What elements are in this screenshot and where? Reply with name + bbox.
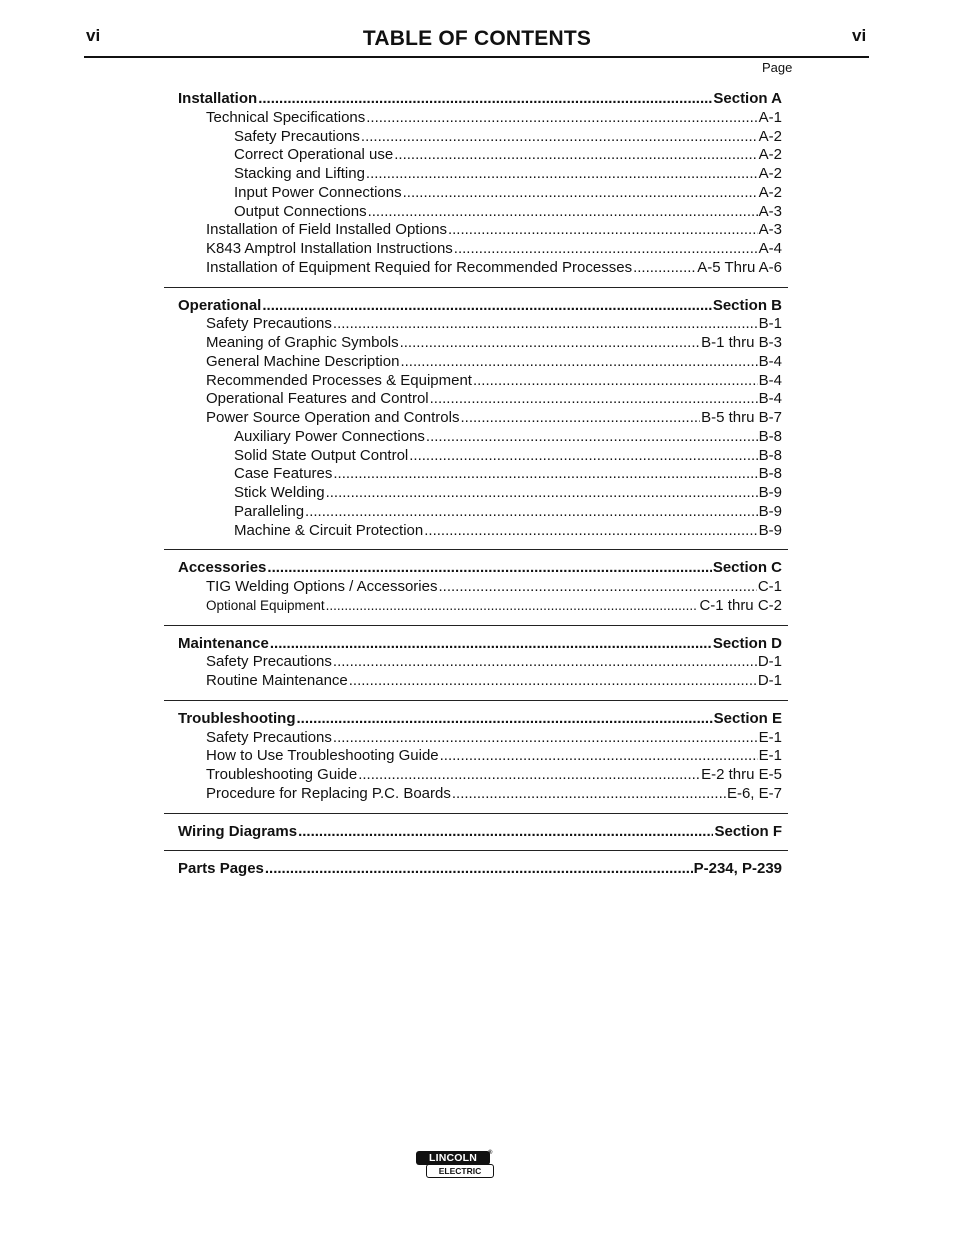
toc-entry[interactable] (178, 409, 782, 428)
toc-entry-label: Troubleshooting Guide (206, 766, 358, 783)
dot-leader (394, 146, 757, 165)
dot-leader (333, 653, 757, 672)
toc-section-page: P-234, P-239 (693, 860, 782, 878)
toc-entry[interactable] (178, 353, 782, 372)
toc-entry[interactable] (178, 484, 782, 503)
toc-entry-page: B-4 (758, 352, 782, 370)
toc-entry-page: B-8 (758, 427, 782, 445)
toc-entry[interactable] (178, 165, 782, 184)
toc-entry-label: Stick Welding (234, 484, 325, 501)
dot-leader (440, 747, 758, 766)
section-divider (164, 287, 788, 288)
toc-entry-page: B-9 (758, 484, 782, 501)
toc-entry-page: A-2 (758, 127, 782, 145)
toc-entry-page: E-6, E-7 (726, 784, 782, 802)
dot-leader (366, 109, 757, 128)
toc-section-label: Troubleshooting (178, 709, 296, 727)
toc-entry[interactable] (178, 578, 782, 597)
toc-entry[interactable] (178, 334, 782, 353)
logo-bottom-text: ELECTRIC (426, 1164, 494, 1178)
toc-entry-label: Recommended Processes & Equipment (206, 371, 472, 389)
toc-entry-page: C-1 thru C-2 (699, 596, 782, 614)
toc-entry-label: Safety Precautions (206, 315, 332, 333)
toc-section-page: Section A (713, 90, 782, 107)
toc-entry-page: B-9 (758, 521, 782, 539)
toc-section-label: Maintenance (178, 634, 269, 652)
toc-entry-page: C-1 (757, 578, 782, 595)
dot-leader (403, 184, 758, 203)
toc-entry[interactable] (178, 146, 782, 165)
toc-section-label: Parts Pages (178, 860, 264, 878)
toc-entry-label: Machine & Circuit Protection (234, 521, 424, 539)
toc-entry-page: D-1 (757, 653, 782, 671)
toc-entry-label: General Machine Description (206, 352, 400, 370)
toc-entry[interactable] (178, 203, 782, 222)
toc-entry[interactable] (178, 747, 782, 766)
dot-leader (366, 165, 758, 184)
toc-entry-label: Output Connections (234, 202, 367, 220)
dot-leader (326, 484, 758, 503)
toc-entry-label: Procedure for Replacing P.C. Boards (206, 784, 451, 802)
header-rule (84, 56, 869, 58)
toc-entry-label: Installation of Equipment Requied for Recommended Processes (206, 258, 633, 276)
toc-entry-page: B-8 (758, 446, 782, 464)
toc-entry-label: How to Use Troubleshooting Guide (206, 747, 439, 765)
toc-entry-label: Operational Features and Control (206, 390, 429, 408)
dot-leader (400, 353, 757, 372)
toc-section-parts-pages[interactable] (178, 860, 782, 879)
toc-entry-page: A-2 (758, 165, 782, 182)
toc-entry-page: B-4 (758, 371, 782, 389)
dot-leader (452, 785, 726, 804)
dot-leader (430, 390, 758, 409)
toc-section-label: Wiring Diagrams (178, 822, 298, 840)
toc-entry[interactable] (178, 221, 782, 240)
toc-entry-label: Input Power Connections (234, 183, 402, 201)
toc-section-page: Section B (712, 296, 782, 314)
dot-leader (333, 465, 757, 484)
toc-entry[interactable] (178, 259, 782, 278)
dot-leader (297, 710, 713, 729)
dot-leader (473, 372, 758, 391)
dot-leader (448, 221, 758, 240)
toc-entry[interactable] (178, 503, 782, 522)
toc-entry-label: Solid State Output Control (234, 446, 409, 464)
dot-leader (460, 409, 700, 428)
dot-leader (267, 559, 711, 578)
dot-leader (454, 240, 758, 259)
toc-entry-label: Case Features (234, 465, 333, 483)
toc-entry-page: A-4 (758, 240, 782, 257)
page-number-right: vi (852, 26, 867, 45)
toc-entry[interactable] (178, 447, 782, 466)
dot-leader (270, 635, 712, 654)
toc-section-page: Section F (714, 822, 782, 840)
dot-leader (298, 823, 713, 842)
toc-section-installation[interactable] (178, 90, 782, 109)
toc-entry-page: B-5 thru B-7 (701, 409, 782, 426)
toc-entry[interactable] (178, 128, 782, 147)
dot-leader (326, 597, 699, 616)
logo-top-text: LINCOLN (416, 1151, 490, 1165)
toc-entry-label: Correct Operational use (234, 146, 394, 164)
dot-leader (333, 315, 758, 334)
toc-entry-label: K843 Amptrol Installation Instructions (206, 240, 453, 257)
toc-entry[interactable] (178, 109, 782, 128)
toc-entry-label: Routine Maintenance (206, 672, 348, 689)
toc-entry-page: E-1 (758, 747, 782, 765)
dot-leader (409, 447, 757, 466)
toc-entry[interactable] (178, 372, 782, 391)
dot-leader (349, 672, 757, 691)
page-number-left: vi (86, 26, 101, 45)
toc-entry-label: Meaning of Graphic Symbols (206, 334, 399, 351)
toc-section-page: Section D (712, 634, 782, 652)
toc-entry-page: B-4 (758, 390, 782, 408)
toc-entry-label: Paralleling (234, 502, 305, 520)
toc-entry-label: Auxiliary Power Connections (234, 427, 425, 445)
toc-entry-label: Safety Precautions (206, 728, 332, 746)
toc-entry-page: A-5 Thru A-6 (697, 258, 782, 276)
toc-entry[interactable] (178, 729, 782, 748)
lincoln-electric-logo (416, 1151, 494, 1178)
dot-leader (424, 522, 757, 541)
toc-entry-page: E-2 thru E-5 (701, 766, 782, 783)
toc-entry[interactable] (178, 522, 782, 541)
toc-entry-page: B-1 (758, 315, 782, 333)
toc-section-wiring-diagrams[interactable] (178, 823, 782, 842)
dot-leader (361, 128, 758, 147)
dot-leader (633, 259, 696, 278)
table-of-contents (178, 90, 782, 879)
page-column-label: Page (762, 60, 793, 75)
toc-section-page: Section E (713, 709, 782, 727)
toc-entry-label: Installation of Field Installed Options (206, 221, 447, 239)
toc-entry[interactable] (178, 390, 782, 409)
toc-entry-page: A-2 (758, 183, 782, 201)
toc-entry[interactable] (178, 672, 782, 691)
toc-entry-label: Safety Precautions (234, 127, 360, 145)
toc-entry[interactable] (178, 428, 782, 447)
toc-entry[interactable] (178, 653, 782, 672)
toc-section-accessories[interactable] (178, 559, 782, 578)
dot-leader (368, 203, 758, 222)
toc-entry-label: TIG Welding Options / Accessories (206, 578, 438, 595)
toc-entry[interactable] (178, 184, 782, 203)
dot-leader (426, 428, 758, 447)
toc-entry[interactable] (178, 315, 782, 334)
toc-entry[interactable] (178, 766, 782, 785)
dot-leader (333, 729, 758, 748)
toc-entry-page: D-1 (757, 672, 782, 689)
section-divider (164, 850, 788, 851)
section-divider (164, 549, 788, 550)
dot-leader (265, 860, 693, 879)
toc-entry-page: A-1 (758, 108, 782, 126)
toc-entry-label: Optional Equipment (206, 597, 325, 613)
toc-section-label: Installation (178, 90, 258, 107)
toc-section-label: Accessories (178, 559, 267, 577)
toc-entry-page: A-3 (758, 221, 782, 239)
toc-entry-label: Stacking and Lifting (234, 165, 365, 182)
dot-leader (305, 503, 758, 522)
dot-leader (438, 578, 756, 597)
dot-leader (258, 90, 712, 109)
page-title: TABLE OF CONTENTS (362, 27, 592, 50)
toc-entry-page: E-1 (758, 728, 782, 746)
toc-section-troubleshooting[interactable] (178, 710, 782, 729)
toc-entry[interactable] (178, 465, 782, 484)
toc-entry[interactable] (178, 785, 782, 804)
toc-entry-page: B-1 thru B-3 (701, 334, 782, 351)
section-divider (164, 700, 788, 701)
toc-entry-label: Power Source Operation and Controls (206, 409, 460, 426)
toc-entry-page: A-2 (758, 146, 782, 164)
toc-entry-page: B-9 (758, 502, 782, 520)
toc-entry-page: B-8 (758, 465, 782, 483)
toc-section-operational[interactable] (178, 297, 782, 316)
toc-entry-label: Technical Specifications (206, 108, 366, 126)
dot-leader (358, 766, 700, 785)
toc-entry-label: Safety Precautions (206, 653, 332, 671)
toc-section-label: Operational (178, 296, 262, 314)
toc-section-maintenance[interactable] (178, 635, 782, 654)
registered-mark: ® (488, 1150, 493, 1156)
toc-entry-page: A-3 (758, 202, 782, 220)
dot-leader (400, 334, 701, 353)
toc-section-page: Section C (712, 559, 782, 577)
section-divider (164, 625, 788, 626)
dot-leader (262, 297, 711, 316)
toc-entry[interactable] (178, 240, 782, 259)
toc-entry[interactable] (178, 597, 782, 616)
section-divider (164, 813, 788, 814)
